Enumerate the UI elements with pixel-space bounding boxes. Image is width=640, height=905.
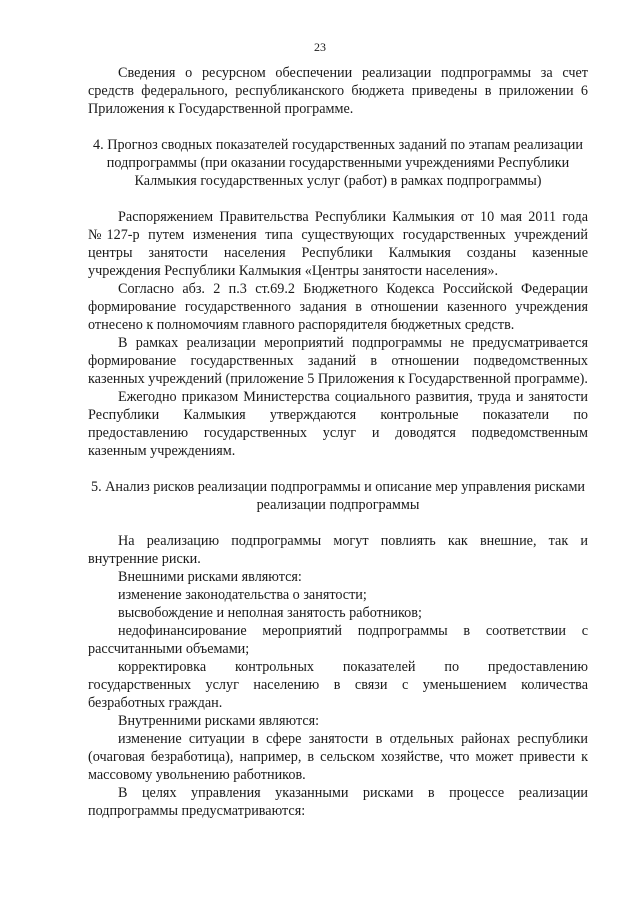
page-number: 23 [314, 40, 326, 54]
section-4-heading: 4. Прогноз сводных показателей государственных заданий по этапам реализации подпрограммы (при оказании государственными учреждениями Республики Калмыкия государственных услуг (работ) в рамках подпрограммы) [93, 137, 583, 189]
list-item: изменение законодательства о занятости; [118, 587, 367, 603]
list-item: изменение ситуации в сфере занятости в отдельных районах республики (очаговая безработица), например, в сельском хозяйстве, что может привести к массовому увольнению работников. [88, 731, 588, 783]
list-item: недофинансирование мероприятий подпрограммы в соответствии с рассчитанными объемами; [88, 623, 588, 657]
paragraph: В целях управления указанными рисками в процессе реализации подпрограммы предусматриваются: [88, 785, 588, 819]
spacer [88, 514, 588, 532]
paragraph: Внешними рисками являются: [118, 569, 302, 585]
paragraph: Согласно абз. 2 п.3 ст.69.2 Бюджетного Кодекса Российской Федерации формирование государственного задания в отношении казенного учреждения отнесено к полномочиям главного распорядителя бюджетных средств. [88, 281, 588, 333]
paragraph: Ежегодно приказом Министерства социального развития, труда и занятости Республики Калмыкия утверждаются контрольные показатели по предоставлению государственных услуг и доводятся подведомственным казенным учреждениям. [88, 389, 588, 459]
paragraph: Распоряжением Правительства Республики Калмыкия от 10 мая 2011 года №127-р путем изменения типа существующих государственных учреждений центры занятости населения Республики Калмыкия созданы казенные учреждения Республики Калмыкия «Центры занятости населения». [88, 209, 588, 279]
paragraph: В рамках реализации мероприятий подпрограммы не предусматривается формирование государственных заданий в отношении подведомственных казенных учреждений (приложение 5 Приложения к Государственной программе). [88, 335, 588, 387]
document-body [88, 64, 588, 820]
spacer [88, 190, 588, 208]
spacer [88, 460, 588, 478]
paragraph: На реализацию подпрограммы могут повлиять как внешние, так и внутренние риски. [88, 533, 588, 567]
list-item: высвобождение и неполная занятость работников; [118, 605, 422, 621]
section-5-heading: 5. Анализ рисков реализации подпрограммы и описание мер управления рисками реализации подпрограммы [90, 479, 586, 513]
paragraph: Сведения о ресурсном обеспечении реализации подпрограммы за счет средств федерального, республиканского бюджета приведены в приложении 6 Приложения к Государственной программе. [88, 65, 588, 117]
list-item: корректировка контрольных показателей по предоставлению государственных услуг населению в связи с уменьшением количества безработных граждан. [88, 659, 588, 711]
paragraph: Внутренними рисками являются: [118, 713, 320, 729]
spacer [88, 118, 588, 136]
